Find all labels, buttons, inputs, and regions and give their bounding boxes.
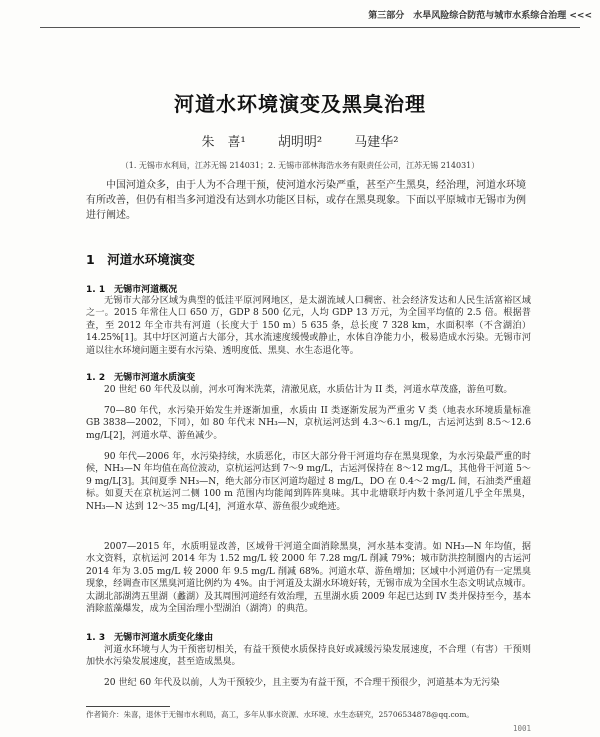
paragraph-1-2-b: 70—80 年代，水污染开始发生并逐渐加重，水质由 II 类逐渐发展为严重劣 V 类（地表水环境质量标准 GB 3838—2002，下同），如 80 年代末 NH₃—N，京杭运河达到 4.3～6.1 mg/L，古运河达到 8.5～12.6 mg/L[2]，河道水草、游鱼减少。 xyxy=(86,406,531,441)
paragraph-1-3-b: 20 世纪 60 年代及以前，人为干预较少，且主要为有益干预，不合理干预很少，河道基本为无污染 xyxy=(104,678,500,688)
author-name: 朱 喜¹ xyxy=(201,135,246,150)
author-list xyxy=(0,131,600,150)
footnote-rule xyxy=(86,706,170,707)
author-footnote: 作者简介：朱喜，退休于无锡市水利局，高工，多年从事水资源、水环境、水生态研究，25706534878@qq.com。 xyxy=(86,710,474,719)
author-name: 胡明明² xyxy=(277,135,323,150)
paragraph-1-1: 无锡市大部分区域为典型的低洼平原河网地区，是太湖流域人口稠密、社会经济发达和人民生活富裕区域之一。2015 年常住人口 650 万，GDP 8 500 亿元，人均 GDP 13 万元，为全国平均值的 2.5 倍。根据普查，至 2012 年全市共有河道（长度大于 150 m）5 635 条，总长度 7 328 km，水面积率（不含湖泊）14.25%[1]。其中圩区河道占大部分，其水流速度缓慢或静止，水体自净能力小，极易造成水污染。无锡市河道以往水环境问题主要有水污染、透明度低、黑臭、水生态退化等。 xyxy=(86,296,531,356)
paragraph-1-2-d: 2007—2015 年，水质明显改善，区域骨干河道全面消除黑臭，河水基本变清。如 NH₃—N 年均值，据水文资料，京杭运河 2014 年为 1.52 mg/L 较 2000 年 7.28 mg/L 削减 79%；城市防洪控制圈内的古运河 2014 年为 3.05 mg/L 较 2000 年 9.5 mg/L 削减 68%。河道水草、游鱼增加；区域中小河道仍有一定黑臭现象，经调查市区黑臭河道比例约为 4%。由于河道及太湖水环境好转，无锡市成为全国水生态文明试点城市。太湖北部湖湾五里湖（蠡湖）及其周围河道经有效治理，五里湖水质 2009 年起已达到 IV 类并保持至今，基本消除蓝藻爆发，成为全国治理小型湖泊（湖湾）的典范。 xyxy=(86,542,531,615)
author-name: 马建华² xyxy=(354,135,399,150)
section-heading-1: 1 河道水环境演变 xyxy=(86,252,195,267)
paragraph-1-3-a: 河道水环境与人为干预密切相关，有益干预使水质保持良好或减缓污染发展速度，不合理（有害）干预则加快水污染发展速度，甚至造成黑臭。 xyxy=(86,645,531,668)
affiliation: （1. 无锡市水利局，江苏无锡 214031；2. 无锡市邵林海浩水务有限责任公司，江苏无锡 214031） xyxy=(120,161,480,170)
subsection-heading-1-3: 1. 3 无锡市河道水质变化缘由 xyxy=(86,633,214,643)
paper-title: 河道水环境演变及黑臭治理 xyxy=(174,92,426,116)
running-header: 第三部分 水旱风险综合防范与城市水系综合治理 <<< xyxy=(368,11,592,21)
subsection-heading-1-2: 1. 2 无锡市河道水质演变 xyxy=(86,373,196,383)
page-number: 1001 xyxy=(513,724,532,733)
subsection-heading-1-1: 1. 1 无锡市河道概况 xyxy=(86,285,178,295)
paragraph-1-2-a: 20 世纪 60 年代及以前，河水可淘米洗菜，清澈见底，水质估计为 II 类，河道水草茂盛，游鱼可数。 xyxy=(104,385,513,395)
intro-paragraph: 中国河道众多，由于人为不合理干预，使河道水污染严重，甚至产生黑臭，经治理，河道水环境有所改善，但仍有相当多河道没有达到水功能区目标，或存在黑臭现象。下面以平原城市无锡市为例进行阐述。 xyxy=(86,180,526,221)
header-rule xyxy=(40,27,580,28)
paragraph-1-2-c: 90 年代—2006 年，水污染持续，水质恶化，市区大部分骨干河道均存在黑臭现象，为水污染最严重的时候，NH₃—N 年均值在高位波动，京杭运河达到 7～9 mg/L，古运河保持在 8～12 mg/L，其他骨干河道 5～9 mg/L[3]。其间夏季 NH₃—N，绝大部分市区河道均超过 8 mg/L，DO 在 0.4～2 mg/L 间，石油类严重超标。如夏天在京杭运河二侧 100 m 范围内均能闻到阵阵臭味。其中北塘联圩内数十条河道几乎全年黑臭，NH₃—N 达到 12～35 mg/L[4]，河道水草、游鱼很少或绝迹。 xyxy=(86,452,532,512)
